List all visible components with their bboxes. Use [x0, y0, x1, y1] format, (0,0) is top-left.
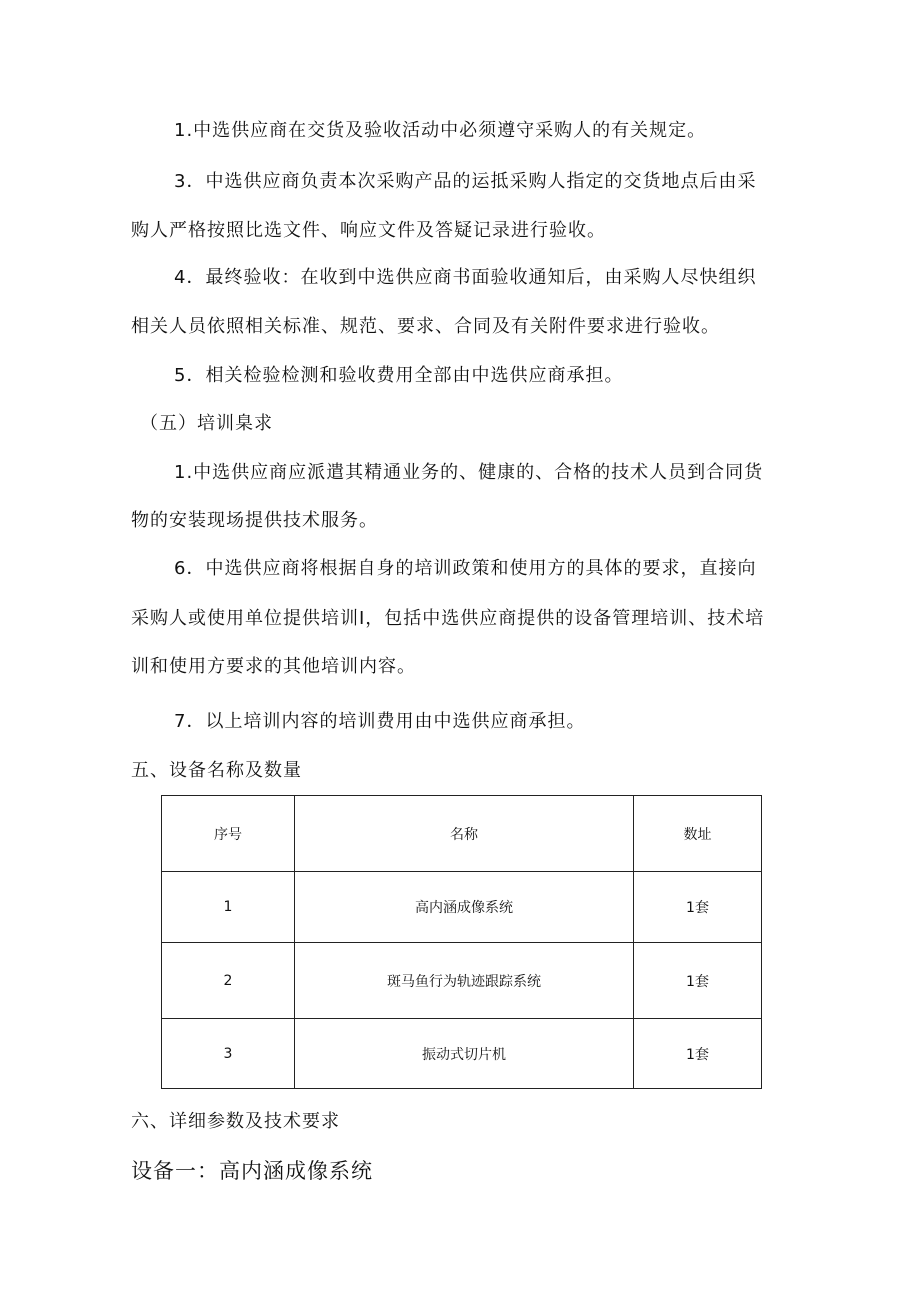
- cell-index: 2: [162, 943, 295, 1019]
- table-header-row: [162, 796, 762, 872]
- cell-name: 振动式切片机: [295, 1019, 634, 1089]
- header-index: 序号: [162, 796, 295, 872]
- acceptance-item-5: 5．相关检验检测和验收费用全部由中选供应商承担。: [174, 365, 624, 386]
- training-item-6-line-1: 6．中选供应商将根据自身的培训政策和使用方的具体的要求，直接向: [174, 558, 757, 579]
- training-item-6-line-2: 采购人或使用单位提供培训I，包括中选供应商提供的设备管理培训、技术培: [131, 608, 765, 629]
- table-row: [162, 943, 762, 1019]
- training-item-1-line-2: 物的安装现场提供技术服务。: [131, 510, 378, 531]
- training-item-7: 7．以上培训内容的培训费用由中选供应商承担。: [174, 711, 586, 732]
- device-1-title: 设备一：高内涵成像系统: [131, 1159, 373, 1183]
- header-quantity: 数址: [634, 796, 762, 872]
- acceptance-item-3-line-1: 3．中选供应商负责本次采购产品的运抵采购人指定的交货地点后由采: [174, 171, 757, 192]
- cell-name: 斑马鱼行为轨迹跟踪系统: [295, 943, 634, 1019]
- cell-index: 1: [162, 872, 295, 943]
- table-row: [162, 872, 762, 943]
- header-name: 名称: [295, 796, 634, 872]
- cell-quantity: 1套: [634, 943, 762, 1019]
- cell-quantity: 1套: [634, 1019, 762, 1089]
- cell-name: 高内涵成像系统: [295, 872, 634, 943]
- training-item-6-line-3: 训和使用方要求的其他培训内容。: [131, 656, 416, 677]
- cell-index: 3: [162, 1019, 295, 1089]
- equipment-table: [161, 795, 762, 1089]
- cell-quantity: 1套: [634, 872, 762, 943]
- table-row: [162, 1019, 762, 1089]
- acceptance-item-1: 1.中选供应商在交货及验收活动中必须遵守采购人的有关规定。: [174, 120, 707, 141]
- acceptance-item-4-line-2: 相关人员依照相关标准、规范、要求、合同及有关附件要求进行验收。: [131, 316, 720, 337]
- section-5-title: 五、设备名称及数量: [131, 760, 302, 781]
- training-heading: （五）培训臬求: [140, 413, 273, 434]
- acceptance-item-3-line-2: 购人严格按照比选文件、响应文件及答疑记录进行验收。: [131, 220, 606, 241]
- section-6-title: 六、详细参数及技术要求: [131, 1111, 340, 1132]
- training-item-1-line-1: 1.中选供应商应派遣其精通业务的、健康的、合格的技术人员到合同货: [174, 462, 764, 483]
- acceptance-item-4-line-1: 4．最终验收：在收到中选供应商书面验收通知后，由采购人尽快组织: [174, 267, 757, 288]
